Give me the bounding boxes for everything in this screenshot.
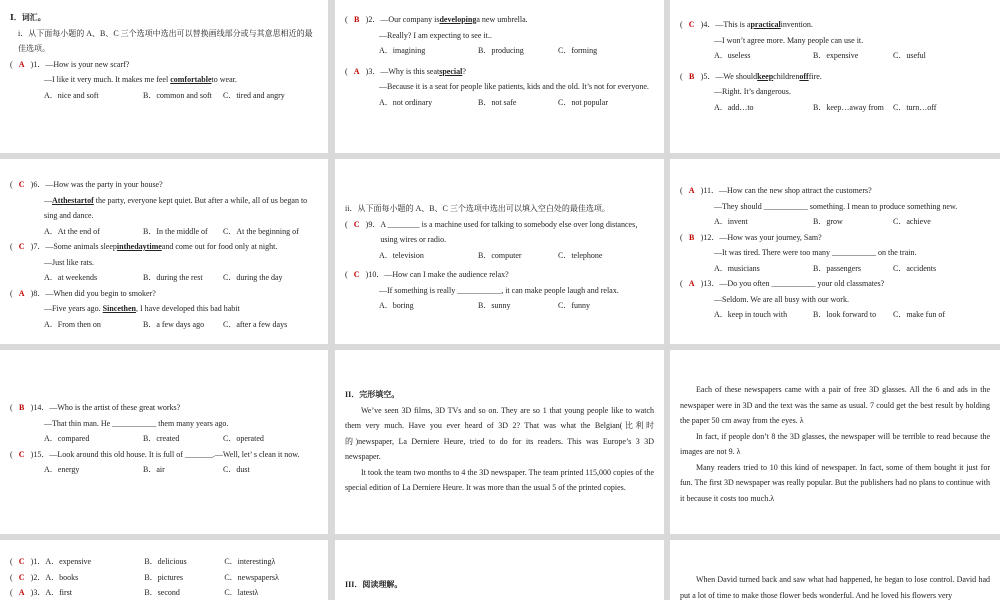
q5-options: A．add…to B．keep…away from C．turn…off [714, 102, 937, 112]
question-1: ( A ) 1 ． —How is your new scarf? [10, 57, 318, 73]
q9-options: A．television B．computer C．telephone [379, 250, 603, 260]
instruction-i: i．从下面每小题的 A、B、C 三个选项中选出可以替换画线部分或与其意思相近的最佳选项。 [18, 28, 313, 53]
q3-options: A．not ordinary B．not safe C．not popular [379, 97, 608, 107]
q5-line2: —Right. It’s dangerous. [714, 87, 791, 96]
question-8: ( A ) 8 ． —When did you begin to smoker? [10, 286, 318, 302]
panel-2 [335, 0, 664, 153]
q6-options: A．At the end of B．In the middle of C．At the beginning of [44, 226, 299, 236]
q1-number: 1 [33, 59, 38, 69]
cloze-paragraph-4: In fact, if people don’t 8 the 3D glasses, the newspaper will be terrible to read because the images are not 9. λ [680, 431, 990, 456]
q11-options: A．invent B．grow C．achieve [714, 217, 931, 226]
q7-line2: —Just like rats. [44, 257, 94, 267]
cloze-answer-3: A [18, 588, 25, 597]
q1-line1: —How is your new scarf? [45, 59, 130, 69]
question-11: ( A ) 11 ． —How can the new shop attract the customers? [680, 183, 990, 199]
q8-line2: —Five years ago. Sincethen, I have developed this bad habit [44, 304, 240, 313]
answer-1: A [18, 59, 25, 69]
question-6: ( C ) 6 ． —How was the party in your house? [10, 177, 318, 193]
q14-line2: —That thin man. He ___________ them many years ago. [44, 418, 229, 428]
q12-line2: —It was tired. There were too many ___________ on the train. [714, 248, 917, 257]
cloze-question-3: ( A ) 3 ． A．first B．second C．latestλ [10, 585, 318, 600]
q8-options: A．From then on B．a few days ago C．after a few days [44, 319, 288, 329]
answer-9: C [353, 219, 360, 229]
q1-options [10, 88, 318, 104]
q11-line2: —They should ___________ something. I mean to produce something new. [714, 201, 958, 211]
answer-15: C [18, 449, 25, 459]
q1-option-b: B．common and soft [143, 90, 212, 100]
answer-10: C [353, 270, 360, 279]
question-4: ( C ) 4 ． —This is a practical invention. [680, 17, 990, 33]
panel-8 [335, 350, 664, 534]
cloze-question-1: ( C ) 1 ． A．expensive B．delicious C．interestingλ [10, 554, 318, 570]
answer-13: A [688, 279, 695, 288]
q3-line2: —Because it is a seat for people like patients, kids and the old. It’s not for everyone. [379, 82, 649, 91]
question-5: ( B ) 5 ． —We should keep children off fire. [680, 69, 990, 85]
reading-paragraph-1: When David turned back and saw what had happened, he began to lose control. David had put a lot of time to make those flower beds wonderful. And he loved his flowers very [680, 575, 990, 600]
section-2-title: II．完形填空。 [345, 390, 400, 399]
question-13: ( A ) 13 ． —Do you often ___________ your old classmates? [680, 276, 990, 292]
panel-12 [670, 540, 1000, 600]
q1-underlined: comfortable [170, 75, 212, 84]
q13-options: A．keep in touch with B．look forward to C．make fun of [714, 310, 945, 319]
q1-line2: —I like it very much. It makes me feel comfortableto wear. [44, 75, 237, 84]
panel-4 [0, 159, 328, 344]
question-9: ( C )9． A ________ is a machine used for talking to somebody else over long distances，using wires or radio. [345, 217, 654, 248]
cloze-paragraph-1: We’ve seen 3D films, 3D TVs and so on. They are so 1 that young people like to watch them very much. Have you ever heard of 3D 2? That was what the Belgian(比利时的)newspaper, La Derniere Heure, tried to do for its readers. This was Europe’s 3 3D newspaper. [345, 405, 654, 461]
answer-3: A [353, 66, 360, 76]
q10-line2: —If something is really ___________, it can make people laugh and relax. [379, 285, 619, 295]
cloze-answer-2: C [18, 572, 25, 582]
cloze-question-2: ( C ) 2 ． A．books B．pictures C．newspapersλ [10, 570, 318, 586]
answer-6: C [18, 180, 25, 189]
cloze-paragraph-5: Many readers tried to 10 this kind of newspaper. In fact, some of them bought it just for fun. The first 3D newspaper was really popular. But the publishers had no plans to continue with it because it costs too much.λ [680, 462, 990, 503]
question-14: ( B ) 14 ． —Who is the artist of these great works? [10, 400, 318, 416]
answer-2: B [354, 15, 360, 24]
section-3-title: III．阅读理解。 [345, 580, 403, 589]
panel-6 [670, 159, 1000, 344]
cloze-answer-1: C [18, 557, 25, 566]
panel-3 [670, 0, 1000, 153]
q2-underlined: developing [439, 15, 477, 24]
q2-options: A．imagining B．producing C．forming [379, 46, 598, 55]
question-10: ( C ) 10 ． —How can I make the audience relax? [345, 267, 654, 283]
question-7: ( C ) 7 ． —Some animals sleep inthedaytime and come out for food only at night. [10, 239, 318, 255]
cloze-paragraph-3: Each of these newspapers came with a pair of free 3D glasses. All the 6 and ads in the newspaper were in 3D and the text was the same as usual. 7 could get the best result by holding the paper 50 cm away from the eyes. λ [680, 385, 990, 425]
question-3: ( A ) 3 ． —Why is this seat special ? [345, 64, 654, 80]
answer-14: B [19, 403, 25, 412]
answer-8: A [18, 288, 25, 298]
answer-7: C [18, 242, 25, 251]
question-15: ( C ) 15 ． —Look around this old house. It is full of _______.—Well, let’ s clean it now. [10, 447, 318, 463]
answer-12: B [689, 232, 695, 242]
q4-line2: —I won’t agree more. Many people can use it. [714, 35, 864, 45]
panel-9 [670, 350, 1000, 534]
answer-11: A [688, 186, 695, 195]
q14-options: A．compared B．created C．operated [44, 434, 264, 443]
q1-option-a: A．nice and soft [44, 90, 99, 100]
q7-options: A．at weekends B．during the rest C．during the day [44, 273, 283, 282]
q10-options: A．boring B．sunny C．funny [379, 301, 590, 310]
panel-5 [335, 159, 664, 344]
answer-4: C [688, 20, 695, 29]
panel-11 [335, 540, 664, 600]
q1-option-c: C．tired and angry [223, 90, 285, 100]
q13-line2: —Seldom. We are all busy with our work. [714, 294, 849, 304]
q3-underlined: special [439, 66, 463, 76]
panel-1 [0, 0, 328, 153]
cloze-paragraph-2: It took the team two months to 4 the 3D newspaper. The team printed 115,000 copies of the special edition of La Derniere Heure. It was more than the usual 5 of the printed copies. [345, 467, 654, 492]
panel-7 [0, 350, 328, 534]
panel-10 [0, 540, 328, 600]
section-1-title: Ⅰ．词汇。 [10, 13, 46, 22]
question-2: ( B ) 2 ． —Our company is developing a new umbrella. [345, 12, 654, 28]
q4-options: A．useless B．expensive C．useful [714, 51, 926, 60]
q2-line2: —Really? I am expecting to see it.. [379, 30, 492, 40]
answer-5: B [689, 71, 695, 81]
instruction-ii: ii．从下面每小题的 A、B、C 三个选项中选出可以填入空白处的最佳选项。 [345, 204, 610, 213]
q15-options: A．energy B．air C．dust [44, 465, 250, 474]
q6-line2: —Atthestartof the party, everyone kept quiet. But after a while, all of us began to sing and dance. [44, 195, 308, 220]
question-12: ( B ) 12 ． —How was your journey, Sam? [680, 230, 990, 246]
q4-underlined: practical [750, 20, 781, 29]
q12-options: A．musicians B．passengers C．accidents [714, 263, 937, 273]
